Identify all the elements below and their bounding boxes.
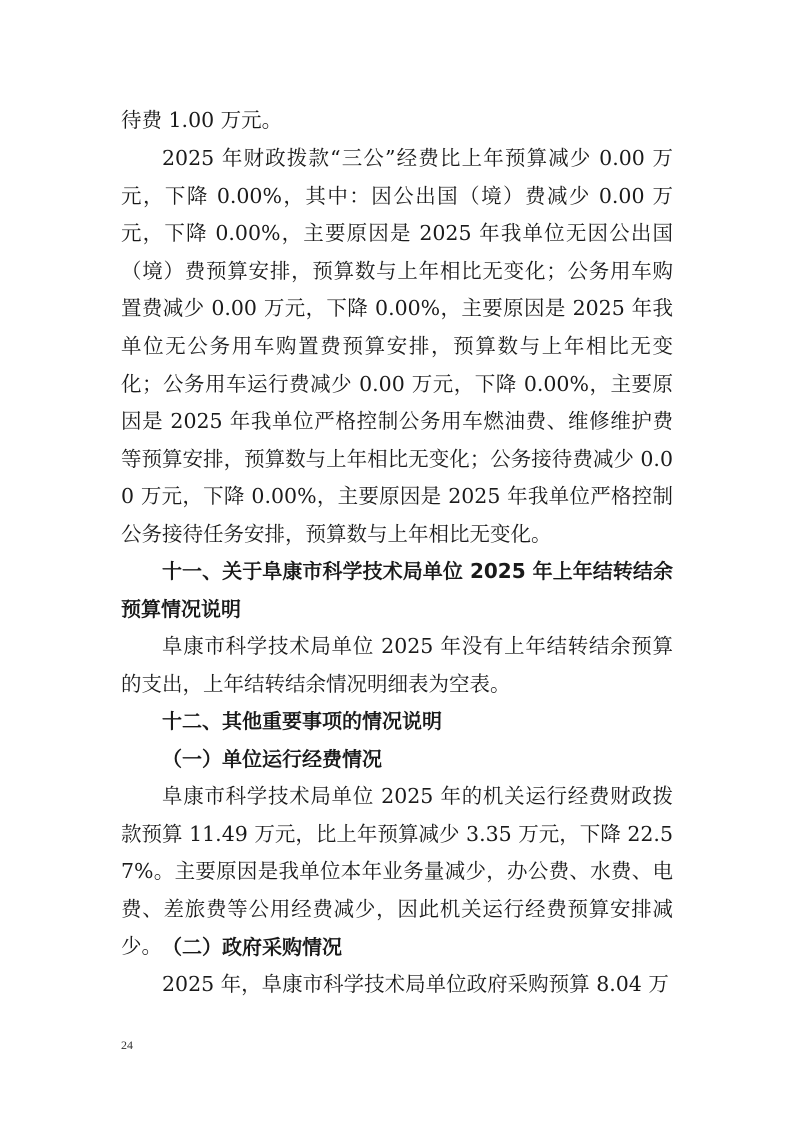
section-heading-11: 十一、关于阜康市科学技术局单位 2025 年上年结转结余预算情况说明 xyxy=(121,559,673,621)
paragraph-three-public-expenses: 2025 年财政拨款“三公”经费比上年预算减少 0.00 万元，下降 0.00%，其中：因公出国（境）费减少 0.00 万元，下降 0.00%，主要原因是 2025 年我单位无因公出国（境）费预算安排，预算数与上年相比无变化；公务用车购置费减少 0.00 万元，下降 0.00%，主要原因是 2025 年我单位无公务用车购置费预算安排，预算数与上年相比无变化；公务用车运行费减少 0.00 万元，下降 0.00%，主要原因是 2025 年我单位严格控制公务用车燃油费、维修维护费等预算安排，预算数与上年相比无变化；公务接待费减少 0.00 万元，下降 0.00%，主要原因是 2025 年我单位严格控制公务接待任务安排，预算数与上年相比无变化。 xyxy=(121,146,673,546)
paragraph-carryover-budget: 阜康市科学技术局单位 2025 年没有上年结转结余预算的支出，上年结转结余情况明细表为空表。 xyxy=(121,634,673,696)
paragraph-continuation: 待费 1.00 万元。 xyxy=(121,108,283,132)
subsection-heading-operating-expenses: （一）单位运行经费情况 xyxy=(162,747,382,771)
paragraph-government-procurement: 2025 年，阜康市科学技术局单位政府采购预算 8.04 万 xyxy=(162,972,669,996)
section-heading-12: 十二、其他重要事项的情况说明 xyxy=(162,709,442,733)
paragraph-operating-expenses: 阜康市科学技术局单位 2025 年的机关运行经费财政拨款预算 11.49 万元，比上年预算减少 3.35 万元，下降 22.57%。主要原因是我单位本年业务量减少，办公费、水费、电费、差旅费等公用经费减少，因此机关运行经费预算安排减少。 xyxy=(121,784,673,959)
subsection-heading-government-procurement: （二）政府采购情况 xyxy=(162,935,342,959)
page-number: 24 xyxy=(121,1038,133,1052)
